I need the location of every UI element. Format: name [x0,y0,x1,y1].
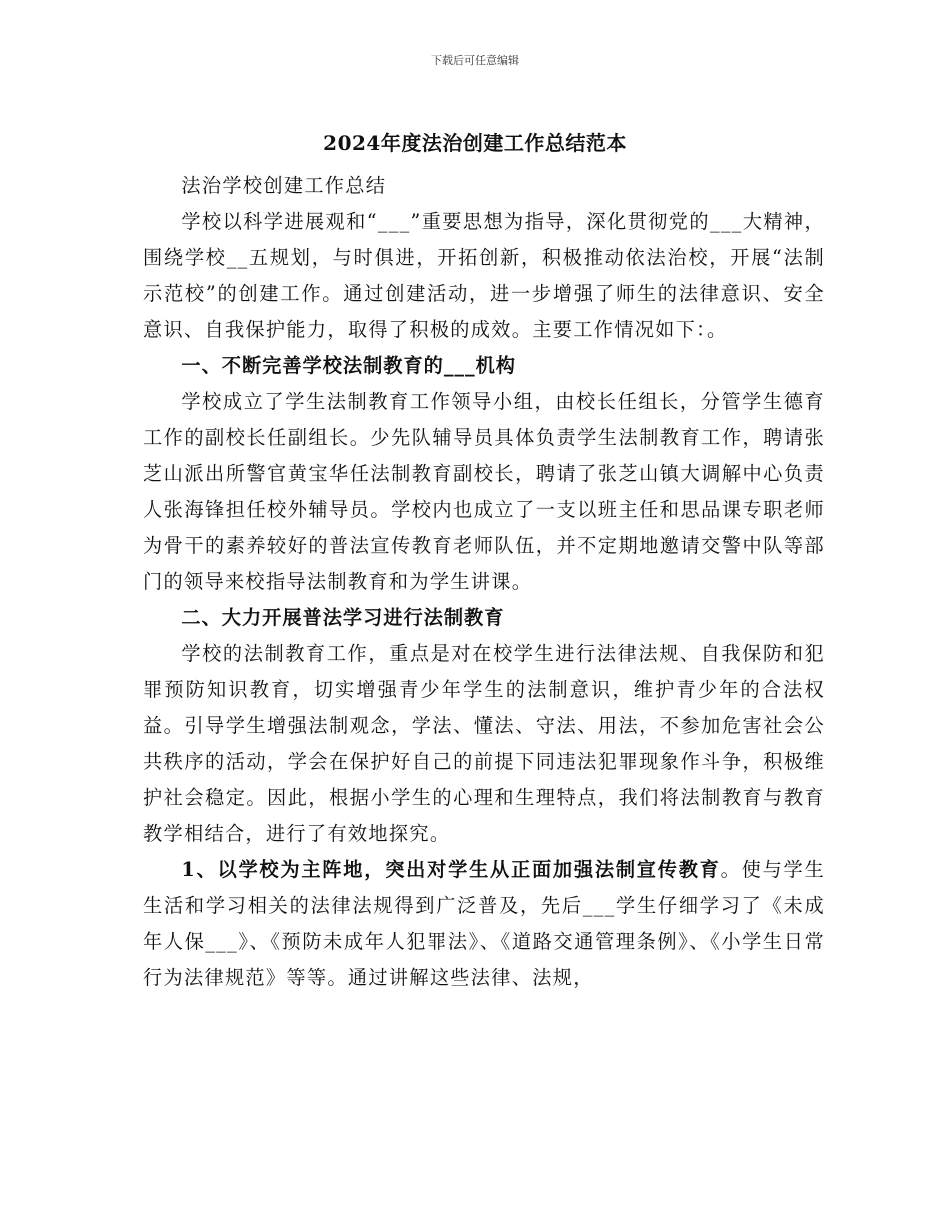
document-title: 2024年度法治创建工作总结范本 [323,131,627,155]
item-1-paragraph [143,852,825,996]
section-2-heading: 二、大力开展普法学习进行法制教育 [181,606,505,629]
intro-paragraph: 学校以科学进展观和“___”重要思想为指导，深化贯彻党的___大精神，围绕学校__五规划，与时俱进，开拓创新，积极推动依法治校，开展“法制示范校”的创建工作。通过创建活动，进一步增强了师生的法律意识、安全意识、自我保护能力，取得了积极的成效。主要工作情况如下：。 [143,210,825,341]
section-1-paragraph: 学校成立了学生法制教育工作领导小组，由校长任组长，分管学生德育工作的副校长任副组长。少先队辅导员具体负责学生法制教育工作，聘请张芝山派出所警官黄宝华任法制教育副校长，聘请了张芝山镇大调解中心负责人张海锋担任校外辅导员。学校内也成立了一支以班主任和思品课专职老师为骨干的素养较好的普法宣传教育老师队伍，并不定期地邀请交警中队等部门的领导来校指导法制教育和为学生讲课。 [143,390,825,593]
section-1-heading: 一、不断完善学校法制教育的___机构 [181,354,516,377]
document-subtitle: 法治学校创建工作总结 [181,174,387,197]
item-1-lead: 1、以学校为主阵地，突出对学生从正面加强法制宣传教育 [181,858,721,881]
item-1-body: 。使与学生生活和学习相关的法律法规得到广泛普及，先后___学生仔细学习了《未成年人保___》、《预防未成年人犯罪法》、《道路交通管理条例》、《小学生日常行为法律规范》等等。通过讲解这些法律、法规， [143,858,826,989]
page-header: 下载后可任意编辑 [431,54,519,67]
section-2-paragraph: 学校的法制教育工作，重点是对在校学生进行法律法规、自我保防和犯罪预防知识教育，切实增强青少年学生的法制意识，维护青少年的合法权益。引导学生增强法制观念，学法、懂法、守法、用法，不参加危害社会公共秩序的活动，学会在保护好自己的前提下同违法犯罪现象作斗争，积极维护社会稳定。因此，根据小学生的心理和生理特点，我们将法制教育与教育教学相结合，进行了有效地探究。 [143,642,825,845]
document-body [143,168,825,996]
